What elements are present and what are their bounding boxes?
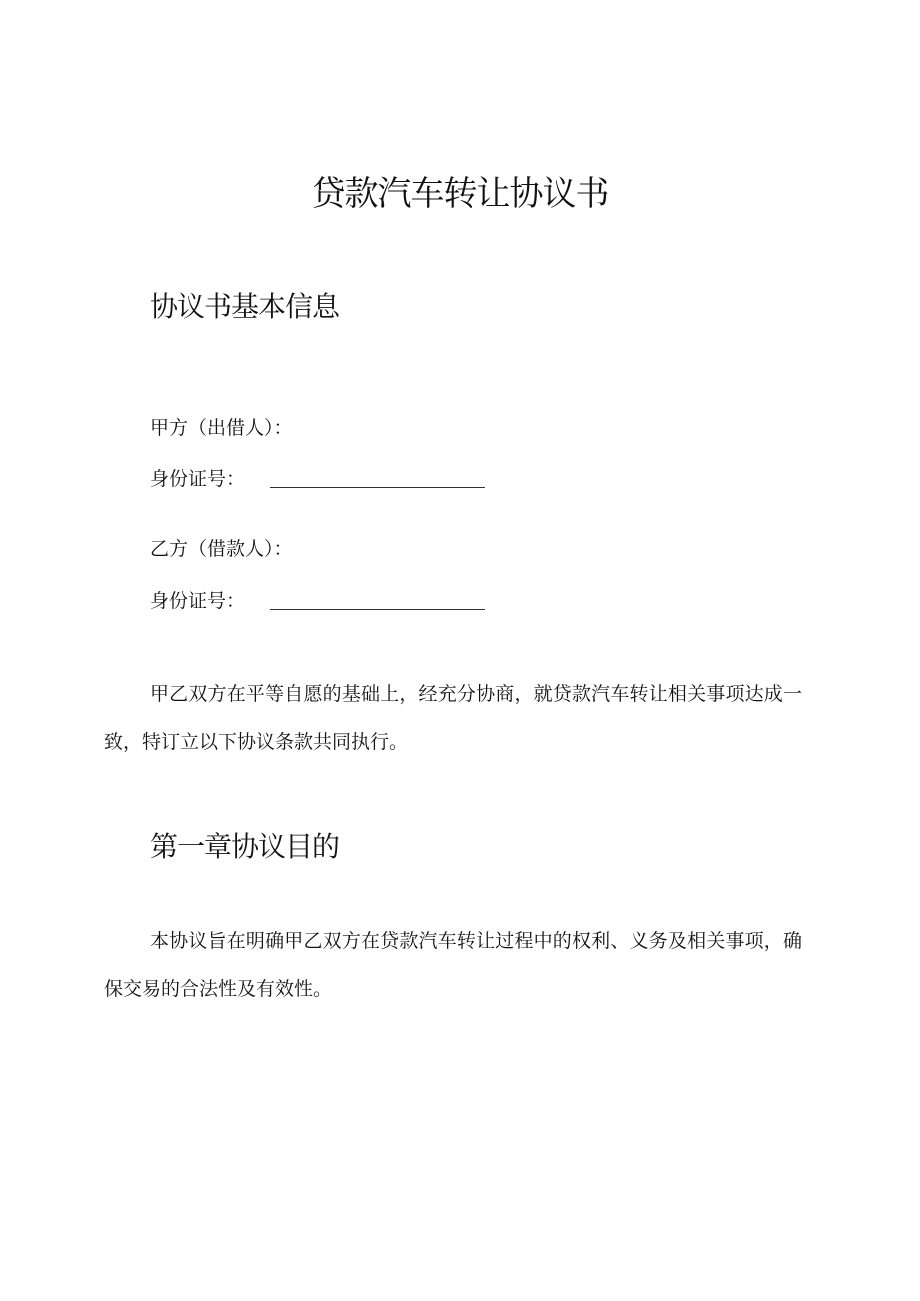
party-a-id-label: 身份证号： [150, 468, 246, 490]
party-a-label: 甲方（出借人）： [150, 417, 293, 439]
party-b-id-blank-line [270, 609, 485, 610]
chapter-1-paragraph: 本协议旨在明确甲乙双方在贷款汽车转让过程中的权利、义务及相关事项，确保交易的合法性及有效性。 [104, 930, 802, 1000]
chapter-1-heading: 第一章协议目的 [150, 830, 340, 863]
document-title: 贷款汽车转让协议书 [311, 174, 609, 214]
intro-paragraph: 甲乙双方在平等自愿的基础上，经充分协商，就贷款汽车转让相关事项达成一致，特订立以下协议条款共同执行。 [104, 683, 802, 753]
basic-info-heading: 协议书基本信息 [150, 290, 340, 323]
party-b-id-label: 身份证号： [150, 590, 246, 612]
party-a-id-blank-line [270, 487, 485, 488]
party-b-label: 乙方（借款人）： [150, 538, 293, 560]
